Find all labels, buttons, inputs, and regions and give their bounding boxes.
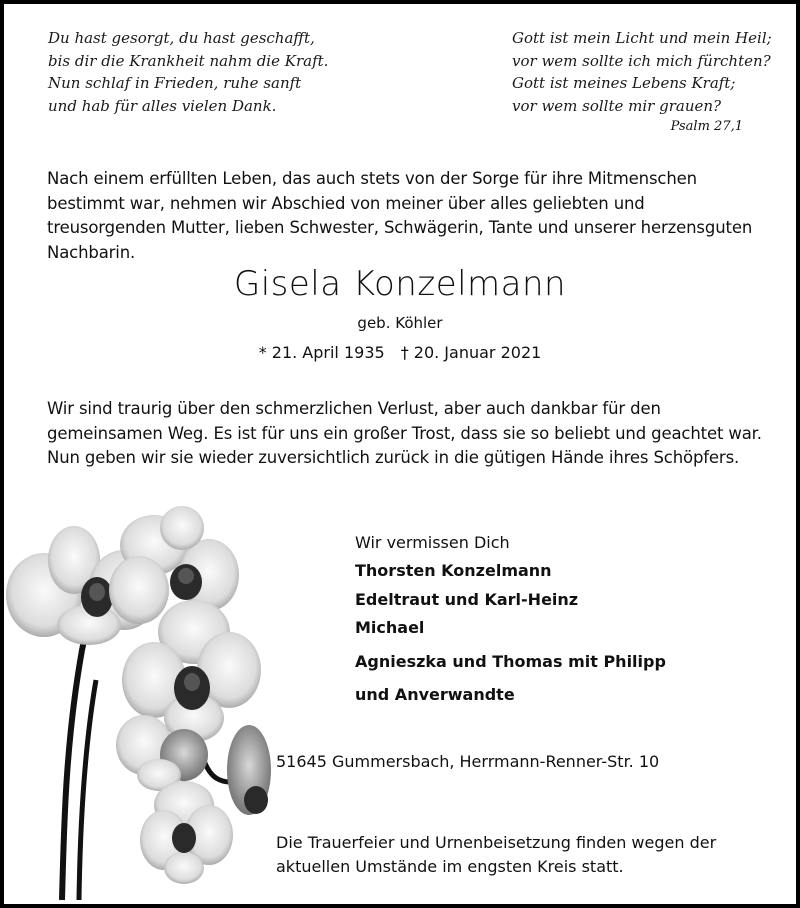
birth-date: * 21. April 1935 bbox=[258, 343, 385, 362]
mourners-lead: Wir vermissen Dich bbox=[355, 533, 510, 552]
maiden-name bbox=[0, 314, 800, 332]
funeral-notice-line: Die Trauerfeier und Urnenbeisetzung finden wegen der bbox=[276, 833, 717, 852]
poem-right bbox=[512, 27, 772, 117]
psalm-reference: Psalm 27,1 bbox=[670, 119, 743, 134]
funeral-notice-line: aktuellen Umstände im engsten Kreis statt. bbox=[276, 857, 624, 876]
poem-left-line: Du hast gesorgt, du hast geschafft, bbox=[48, 29, 315, 47]
deceased-name: Gisela Konzelmann bbox=[233, 264, 567, 304]
poem-left-line: und hab für alles vielen Dank. bbox=[48, 96, 277, 115]
intro-paragraph: Nach einem erfüllten Leben, das auch stets von der Sorge für ihre Mitmenschen bestimmt war, nehmen wir Abschied von meiner über alles geliebten und treusorgenden Mutter, lieben Schwester, Schwägerin, Tante und unserer herzensguten Nachbarin. bbox=[47, 169, 753, 262]
orchid-flower bbox=[140, 781, 233, 884]
address: 51645 Gummersbach, Herrmann-Renner-Str. 10 bbox=[276, 752, 660, 771]
maiden-name-text: geb. Köhler bbox=[357, 314, 443, 332]
closing-paragraph: Wir sind traurig über den schmerzlichen Verlust, aber auch dankbar für den gemeinsamen Weg. Es ist für uns ein großer Trost, dass sie so beliebt und geachtet war. Nun geben wir sie wieder zuversichtlich zurück in die gütigen Hände ihres Schöpfers. bbox=[47, 399, 762, 467]
orchid-illustration bbox=[4, 500, 284, 904]
poem-right-line: vor wem sollte mir grauen? bbox=[512, 96, 722, 115]
mourner-name: Thorsten Konzelmann bbox=[355, 561, 552, 580]
poem-left-line: Nun schlaf in Frieden, ruhe sanft bbox=[48, 74, 302, 92]
life-dates bbox=[0, 343, 800, 362]
death-date: † 20. Januar 2021 bbox=[400, 343, 542, 362]
poem-left bbox=[48, 27, 328, 117]
orchid-flower bbox=[227, 725, 271, 815]
mourner-name: und Anverwandte bbox=[355, 685, 515, 704]
mourners-block bbox=[355, 529, 666, 710]
poem-right-line: vor wem sollte ich mich fürchten? bbox=[512, 51, 771, 70]
poem-right-line: Gott ist meines Lebens Kraft; bbox=[512, 74, 736, 92]
funeral-notice bbox=[276, 831, 746, 879]
mourner-name: Edeltraut und Karl-Heinz bbox=[355, 589, 579, 609]
poem-left-line: bis dir die Krankheit nahm die Kraft. bbox=[48, 51, 329, 70]
mourner-name: Michael bbox=[355, 618, 425, 637]
mourner-name: Agnieszka und Thomas mit Philipp bbox=[355, 651, 666, 671]
poem-right-line: Gott ist mein Licht und mein Heil; bbox=[512, 29, 772, 47]
